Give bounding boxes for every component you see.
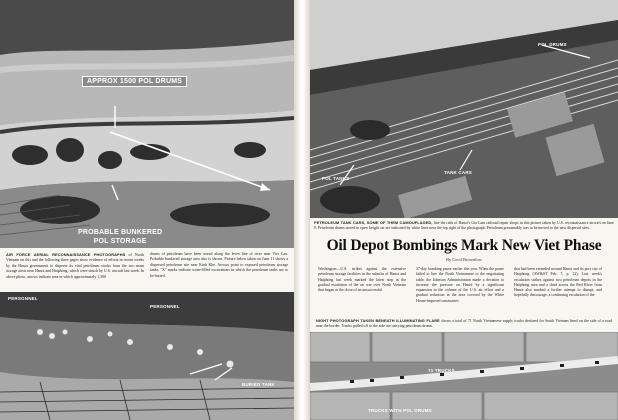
night-photo-trucks — [310, 332, 618, 420]
caption-night-photo — [316, 318, 612, 330]
aerial-photo-tank-cars — [310, 0, 618, 218]
article-byline: By Cecil Brownlow — [446, 257, 482, 262]
article-col-1: Washington—U.S. strikes against the extensive petroleum storage facilities in the suburbs of Hanoi and Haiphong last week marked the latest step in the gradual escalation of the air war over North Vietnam that began at the close of an unsuccessful — [318, 267, 406, 293]
label-bunkered-line2: POL STORAGE — [93, 238, 147, 245]
label-bunkered-line1: PROBABLE BUNKERED — [78, 229, 163, 236]
caption-night-body: shows a total of 71 North Vietnamese supply trucks destined for South Vietnam lined on the side of a road near the border. Trucks pulled off to the side are carrying petroleum drums. — [316, 319, 613, 329]
left-page — [0, 0, 294, 420]
aerial-photo-dispersed-site — [0, 292, 294, 420]
article-col-2: 37-day bombing pause earlier this year. When the pause failed to lure the North Vietnamese to the negotiating table, the Johnson Administration made a decision to increase the pressure on Hanoi by a significant expansion in the volume of the U.S. air effort and a gradual reduction in the area covered by the White House-imposed sanctuaries — [416, 267, 504, 303]
article-headline: Oil Depot Bombings Mark New Viet Phase — [326, 237, 602, 254]
label-71-trucks: 71 TRUCKS — [428, 368, 455, 373]
caption-tank-cars — [314, 220, 614, 232]
label-personnel-2: PERSONNEL — [150, 304, 180, 309]
caption-left-text1: of North Vietnam on this and the following three pages show evidence of efforts in recent weeks by the Hanoi government to disperse its vital petroleum stocks from the two main storage areas near Hanoi and Haiphong, which were struck by U.S. aircraft last week. In above photo, arrows indicate area in which approximately 1,500 — [6, 253, 144, 279]
aerial-photo-pol-drums — [0, 0, 294, 248]
caption-left-col1 — [6, 252, 144, 280]
page-gutter — [294, 0, 310, 420]
caption-night-lead: NIGHT PHOTOGRAPH TAKEN BENEATH ILLUMINATING FLARE — [316, 318, 440, 323]
label-bunkered-storage — [78, 228, 162, 246]
caption-tank-cars-body: line the rails of Hanoi's Gia Lam railroad repair shops in this picture taken by U.S. reconnaissance aircraft on June 9. Petroleum drums stored in open freight car are indicated by white lines near the top right of the photograph. Petroleum presumably was to be moved to the new dispersal sites. — [314, 221, 614, 231]
label-pol-tanks: POL TANKS — [322, 176, 350, 181]
label-buried-tank: BURIED TANK — [242, 382, 275, 387]
caption-left-col2: drums of petroleum have been stored along the levee line of river near Viet Cau. Probable bunkered storage area also is shown. Picture below taken on June 11 shows a dispersed petroleum site near Kinh Khe. Arrows point to exposed petroleum storage tanks. "X" marks indicate water-filled excavations in which the petroleum tanks are to be buried. — [150, 252, 288, 278]
label-pol-drums: APPROX 1500 POL DRUMS — [82, 76, 187, 87]
label-pol-drums-right: POL DRUMS — [538, 42, 567, 47]
label-tank-cars: TANK CARS — [444, 170, 472, 175]
label-personnel-1: PERSONNEL — [8, 296, 38, 301]
caption-tank-cars-lead: PETROLEUM TANK CARS, SOME OF THEM CAMOUFLAGED, — [314, 220, 433, 225]
article-col-3: that had been extended around Hanoi and its port city of Haiphong (AW&ST Feb. 7, p. 22). Last week's escalation strikes against two petroleum depots in the Haiphong area and a third across the Red River from Hanoi also marked a further attempt to disrupt, and hopefully discourage, a continuing escalation of the — [514, 267, 602, 298]
label-trucks-pol-drums: TRUCKS WITH POL DRUMS — [368, 408, 432, 413]
caption-left-lead: AIR FORCE AERIAL RECONNAISSANCE PHOTOGRAPHS — [6, 252, 126, 257]
